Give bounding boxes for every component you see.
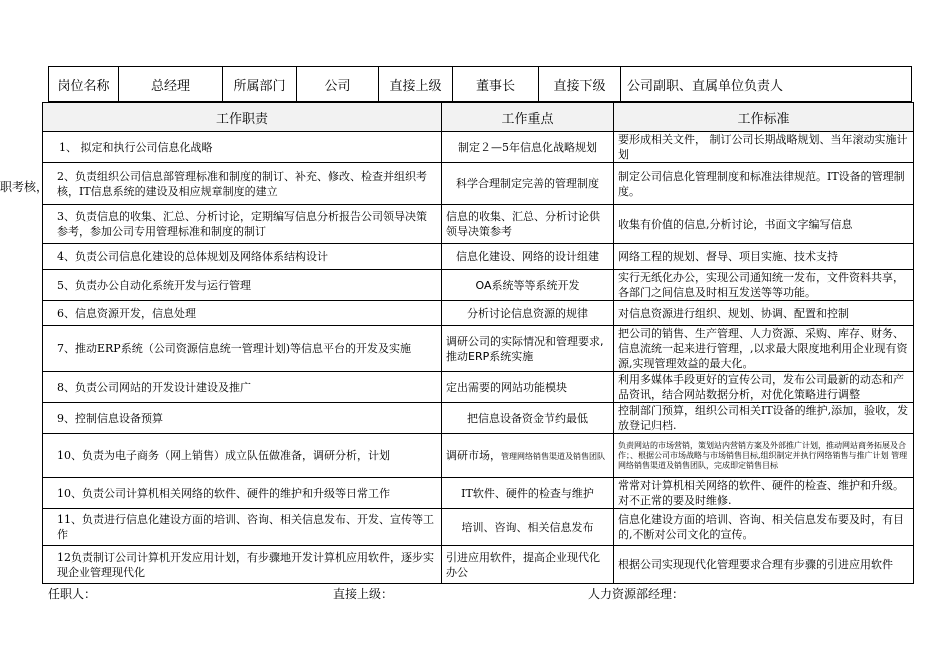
focus-cell (442, 434, 614, 478)
focus-cell: 定出需要的网站功能模块 (442, 372, 614, 403)
table-row (43, 244, 914, 270)
table-row (43, 270, 914, 301)
focus-cell: 调研公司的实际情况和管理要求,推动ERP系统实施 (442, 326, 614, 372)
duty-cell: 12负责制订公司计算机开发应用计划，有步骤地开发计算机应用软件，逐步实现企业管理现代化 (43, 546, 442, 584)
position-name-value: 总经理 (119, 67, 223, 101)
duty-cell: 6、信息资源开发，信息处理 (43, 301, 442, 326)
focus-small-text: 管理网络销售渠道及销售团队 (501, 451, 605, 461)
table-row (43, 509, 914, 546)
standard-cell: 信息化建设方面的培训、咨询、相关信息发布要及时，有目的,不断对公司文化的宣传。 (614, 509, 914, 546)
employee-signature-label: 任职人： (48, 587, 97, 601)
focus-main-text: 调研市场， (446, 448, 501, 462)
table-row (43, 163, 914, 205)
duty-cell: 2、负责组织公司信息部管理标准和制度的制订、补充、修改、检查并组织考核，IT信息系统的建设及相应规章制度的建立 (43, 163, 442, 205)
duty-cell: 5、负责办公自动化系统开发与运行管理 (43, 270, 442, 301)
standard-cell: 根据公司实现现代化管理要求合理有步骤的引进应用软件 (614, 546, 914, 584)
standard-cell: 利用多媒体手段更好的宣传公司，发布公司最新的动态和产品资讯，结合网站数据分析，对优化策略进行调整 (614, 372, 914, 403)
table-row (43, 326, 914, 372)
standard-cell: 把公司的销售、生产管理、人力资源、采购、库存、财务、信息流统一起来进行管理，,以求最大限度地利用企业现有资源,实现管理效益的最大化。 (614, 326, 914, 372)
standard-cell: 常常对计算机相关网络的软件、硬件的检查、维护和升级。对不正常的要及时维修. (614, 478, 914, 509)
duty-cell: 7、推动ERP系统（公司资源信息统一管理计划)等信息平台的开发及实施 (43, 326, 442, 372)
standard-cell: 要形成相关文件， 制订公司长期战略规划、当年滚动实施计划 (614, 132, 914, 163)
standard-cell: 制定公司信息化管理制度和标准法律规范。IT设备的管理制度。 (614, 163, 914, 205)
direct-superior-label: 直接上级 (379, 67, 453, 101)
focus-cell: 分析讨论信息资源的规律 (442, 301, 614, 326)
col-header-duties: 工作职责 (43, 103, 442, 132)
focus-cell: IT软件、硬件的检查与维护 (442, 478, 614, 509)
focus-cell: 培训、咨询、相关信息发布 (442, 509, 614, 546)
standard-cell: 实行无纸化办公，实现公司通知统一发布，文件资料共享，各部门之间信息及时相互发送等等功能。 (614, 270, 914, 301)
table-row (43, 434, 914, 478)
standard-cell: 网络工程的规划、督导、项目实施、技术支持 (614, 244, 914, 270)
duty-cell: 10、负责为电子商务（网上销售）成立队伍做准备，调研分析，计划 (43, 434, 442, 478)
department-label: 所属部门 (223, 67, 297, 101)
duty-cell: 9、控制信息设备预算 (43, 403, 442, 434)
responsibility-table (42, 102, 914, 584)
direct-superior-value: 董事长 (453, 67, 539, 101)
focus-cell: 引进应用软件，提高企业现代化办公 (442, 546, 614, 584)
duty-cell: 1、 拟定和执行公司信息化战略 (43, 132, 442, 163)
duty-cell: 3、负责信息的收集、汇总、分析讨论，定期编写信息分析报告公司领导决策参考，参加公司专用管理标准和制度的制订 (43, 205, 442, 244)
col-header-focus: 工作重点 (442, 103, 614, 132)
table-row (43, 478, 914, 509)
table-row (43, 132, 914, 163)
standard-cell: 对信息资源进行组织、规划、协调、配置和控制 (614, 301, 914, 326)
duty-cell: 10、负责公司计算机相关网络的软件、硬件的维护和升级等日常工作 (43, 478, 442, 509)
department-value: 公司 (297, 67, 379, 101)
position-name-label: 岗位名称 (49, 67, 119, 101)
position-header-row (48, 66, 912, 102)
standard-cell: 收集有价值的信息,分析讨论，书面文字编写信息 (614, 205, 914, 244)
col-header-standards: 工作标准 (614, 103, 914, 132)
focus-cell: OA系统等等系统开发 (442, 270, 614, 301)
table-row (43, 546, 914, 584)
direct-subordinate-label: 直接下级 (539, 67, 621, 101)
duty-cell: 8、负责公司网站的开发设计建设及推广 (43, 372, 442, 403)
duty-cell: 11、负责进行信息化建设方面的培训、咨询、相关信息发布、开发、宣传等工作 (43, 509, 442, 546)
standard-cell: 负责网站的市场营销，策划站内营销方案及外部推广计划，推动网站商务拓展及合作；、根据公司市场战略与市场销售目标,组织制定并执行网络销售与推广计划 管理网络销售渠道及销售团队，完成即定销售目标 (614, 434, 914, 478)
superior-signature-label: 直接上级： (333, 587, 394, 601)
focus-cell: 制定２—5年信息化战略规划 (442, 132, 614, 163)
table-row (43, 205, 914, 244)
hr-manager-signature-label: 人力资源部经理： (588, 587, 685, 601)
table-header-row (43, 103, 914, 132)
table-row (43, 301, 914, 326)
direct-subordinate-value: 公司副职、直属单位负责人 (627, 78, 784, 94)
table-row (43, 403, 914, 434)
standard-cell: 控制部门预算，组织公司相关IT设备的维护,添加，验收，发放登记归档. (614, 403, 914, 434)
focus-cell: 信息的收集、汇总、分析讨论供领导决策参考 (442, 205, 614, 244)
table-row (43, 372, 914, 403)
focus-cell: 把信息设备资金节约最低 (442, 403, 614, 434)
duty-cell: 4、负责公司信息化建设的总体规划及网络体系结构设计 (43, 244, 442, 270)
stray-overflow-text: 职考核， (0, 180, 49, 194)
focus-cell: 信息化建设、网络的设计组建 (442, 244, 614, 270)
focus-cell: 科学合理制定完善的管理制度 (442, 163, 614, 205)
